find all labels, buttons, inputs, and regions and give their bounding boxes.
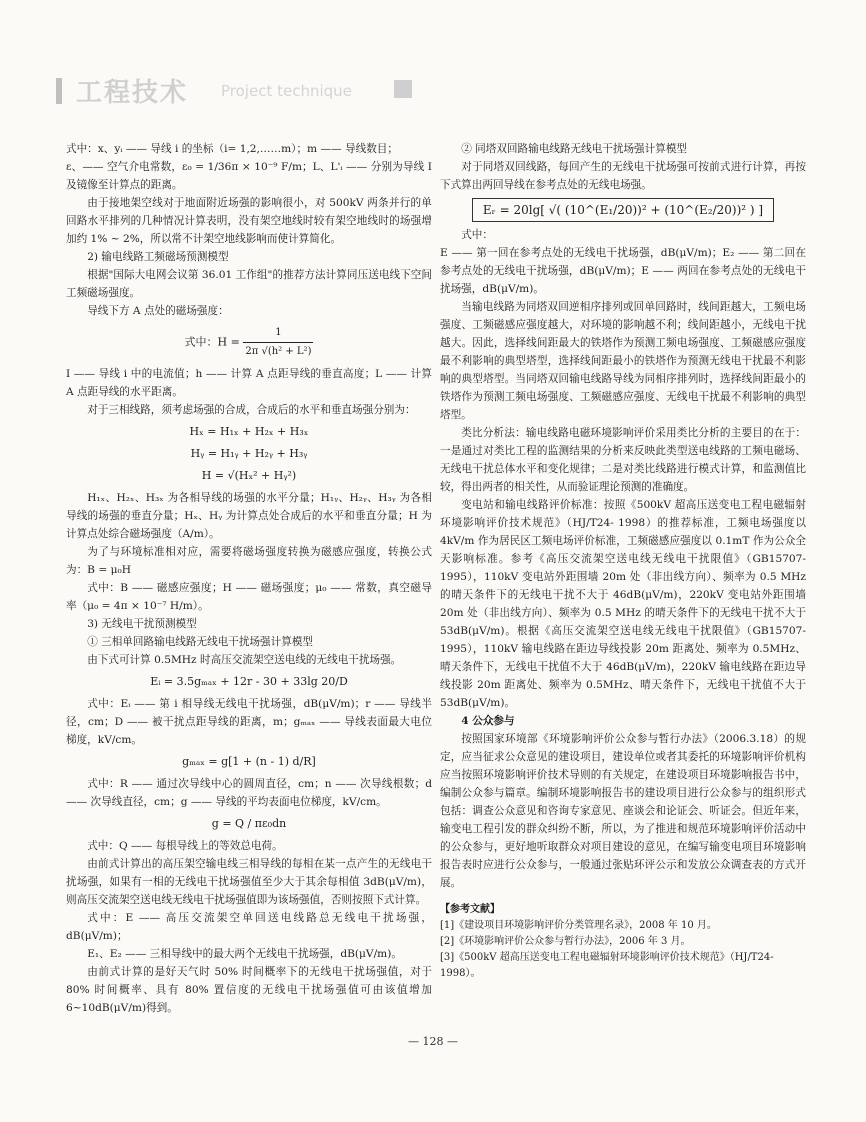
- section-heading: ② 同塔双回路输电线路无线电干扰场强计算模型: [461, 143, 688, 155]
- equation-fraction: [243, 324, 313, 361]
- paragraph: 由下式可计算 0.5MHz 时高压交流架空送电线的无线电干扰场强。: [87, 654, 402, 666]
- paragraph: 式中：: [461, 229, 493, 241]
- section-heading: 3) 无线电干扰预测模型: [87, 618, 197, 630]
- equation-double-circuit: [440, 198, 806, 222]
- equation: H = √(Hₓ² + Hᵧ²): [201, 469, 297, 482]
- header-title-en: Project technique: [221, 82, 352, 100]
- section-heading: 2) 输电线路工频磁场预测模型: [87, 251, 229, 263]
- page-number: — 128 —: [408, 1035, 458, 1048]
- equation-box: Eᵣ = 20lg[ √( (10^(E₁/20))² + (10^(E₂/20))² ) ]: [472, 198, 774, 222]
- equation-numerator: 1: [243, 324, 313, 343]
- paragraph: 由于接地架空线对于地面附近场强的影响很小，对 500kV 两条并行的单回路水平排列的几种情况计算表明，没有架空地线时较有架空地线时的场强增加约 1% ~ 2%，所以常不计架空地线影响而使计算简化。: [66, 197, 432, 245]
- equation: Hₓ = H₁ₓ + H₂ₓ + H₃ₓ: [189, 425, 309, 438]
- reference-item: [1]《建设项目环境影响评价分类管理名录》，2008 年 10 月。: [440, 920, 717, 931]
- references-title: 【参考文献】: [440, 904, 500, 915]
- paragraph: 式中：E —— 高压交流架空单回送电线路总无线电干扰场强，dB(μV/m)；: [66, 912, 432, 942]
- equation: Eᵢ = 3.5gₘₐₓ + 12r - 30 + 33lg 20/D: [150, 675, 348, 688]
- equation-lhs: 式中：H =: [184, 335, 240, 349]
- paragraph: 式中：Eᵢ —— 第 i 相导线无线电干扰场强，dB(μV/m)；r —— 导线半径，cm；D —— 被干扰点距导线的距离，m；gₘₐₓ —— 导线表面最大电位梯度，kV/cm。: [66, 698, 432, 746]
- paragraph: 式中：R —— 通过次导线中心的圆周直径，cm；n —— 次导线根数；d —— 次导线直径，cm；g —— 导线的平均表面电位梯度，kV/cm。: [66, 778, 432, 808]
- right-column: [440, 140, 806, 982]
- reference-item: [3]《500kV 超高压送变电工程电磁辐射环境影响评价技术规范》（HJ/T24- 1998）。: [440, 952, 774, 979]
- header-title-cn: 工程技术: [76, 78, 189, 108]
- left-column: [66, 140, 432, 1017]
- paragraph: ε、—— 空气介电常数，ε₀ = 1/36π × 10⁻⁹ F/m；L、L'ᵢ —— 分别为导线 I 及镜像至计算点的距离。: [66, 161, 432, 191]
- paragraph: E —— 第一回在参考点处的无线电干扰场强，dB(μV/m)；E₂ —— 第二回在参考点处的无线电干扰场强，dB(μV/m)；E —— 两回在参考点处的无线电干扰场强，dB(μV/m)。: [440, 247, 806, 295]
- paragraph: 式中：B —— 磁感应强度；H —— 磁场强度；μ₀ —— 常数，真空磁导率（μ₀ = 4π × 10⁻⁷ H/m）。: [66, 582, 432, 612]
- paragraph: 类比分析法：输电线路电磁环境影响评价采用类比分析的主要目的在于：一是通过对类比工程的监测结果的分析来反映此类型送电线路的工频电磁场、无线电干扰总体水平和变化规律；二是对类比线路进行模式计算，和监测值比较，得出两者的相关性，从而验证理论预测的准确度。: [440, 427, 806, 493]
- equation: g = Q / πε₀dn: [211, 817, 287, 830]
- paragraph: 式中：Q —— 每根导线上的等效总电荷。: [87, 840, 283, 852]
- paragraph: 变电站和输电线路评价标准：按照《500kV 超高压送变电工程电磁辐射环境影响评价技术规范》（HJ/T24- 1998）的推荐标准，工频电场强度以 4kV/m 作为居民区工频电场评价标准，工频磁感应强度以 0.1mT 作为公众全天影响标准。参考《高压交流架空送电线无线电干扰限值》（GB15707- 1995），110kV 变电站外距围墙 20m 处（非出线方向）、频率为 0.5 MHz 的晴天条件下的无线电干扰不大于 46dB(μV/m)，220kV 变电站外距围墙 20m 处（非出线方向）、频率为 0.5 MHz 的晴天条件下的无线电干扰不大于 53dB(μV/m)。根据《高压交流架空送电线无线电干扰限值》（GB15707- 1995），110kV 输电线路在距边导线投影 20m 距离处、频率为 0.5MHz、晴天条件下，无线电干扰值不大于 46dB(μV/m)，220kV 输电线路在距边导线投影 20m 距离处、频率为 0.5MHz、晴天条件下，无线电干扰值不大于 53dB(μV/m)。: [440, 499, 806, 709]
- paragraph: 由前式计算的是好天气时 50% 时间概率下的无线电干扰场强值，对于 80% 时间概率、具有 80% 置信度的无线电干扰场强值可由该值增加 6~10dB(μV/m)得到。: [66, 966, 432, 1014]
- equation-magnetic-field: [66, 324, 432, 361]
- paragraph: H₁ₓ、H₂ₓ、H₃ₓ 为各相导线的场强的水平分量；H₁ᵧ、H₂ᵧ、H₃ᵧ 为各相导线的场强的垂直分量；Hₓ、Hᵧ 为计算点处合成后的水平和垂直分量；H 为计算点处综合磁场强度（A/m）。: [66, 492, 432, 540]
- header-bar-decoration: [56, 78, 62, 104]
- references: [440, 902, 806, 982]
- paragraph: 对于同塔双回线路，每回产生的无线电干扰场强可按前式进行计算，再按下式算出两回导线在参考点处的无线电场强。: [440, 161, 806, 191]
- equation: Hᵧ = H₁ᵧ + H₂ᵧ + H₃ᵧ: [190, 447, 308, 460]
- equation: gₘₐₓ = g[1 + (n - 1) d/R]: [182, 755, 316, 768]
- paragraph: 式中：x、yᵢ —— 导线 i 的坐标（i= 1,2,……m）；m —— 导线数目；: [66, 143, 398, 155]
- reference-item: [2]《环境影响评价公众参与暂行办法》，2006 年 3 月。: [440, 936, 691, 947]
- page-header: [56, 70, 416, 110]
- paragraph: 导线下方 A 点处的磁场强度：: [87, 305, 229, 317]
- paragraph: 为了与环境标准相对应，需要将磁场强度转换为磁感应强度，转换公式为：B = μ₀H: [66, 546, 432, 576]
- paragraph: E₁、E₂ —— 三相导线中的最大两个无线电干扰场强，dB(μV/m)。: [87, 948, 402, 960]
- equation-denominator: 2π √(h² + L²): [245, 346, 312, 357]
- paragraph: 根据"国际大电网会议第 36.01 工作组"的推荐方法计算同压送电线下空间工频磁场强度。: [66, 269, 432, 299]
- section-heading: 4 公众参与: [461, 715, 515, 727]
- paragraph: 由前式计算出的高压架空输电线三相导线的每相在某一点产生的无线电干扰场强，如果有一相的无线电干扰场强值至少大于其余每相值 3dB(μV/m)，则高压交流架空送电线无线电干扰场强值即为该场强值，否则按照下式计算。: [66, 858, 432, 906]
- paragraph: 对于三相线路，须考虑场强的合成，合成后的水平和垂直场强分别为：: [87, 404, 416, 416]
- paragraph: 按照国家环境部《环境影响评价公众参与暂行办法》（2006.3.18）的规定，应当征求公众意见的建设项目，建设单位或者其委托的环境影响评价机构应当按照环境影响评价技术导则的有关规定，在建设项目环境影响报告书中，编制公众参与篇章。编制环境影响报告书的建设项目进行公众参与的组织形式包括：调查公众意见和咨询专家意见、座谈会和论证会、听证会。但近年来，输变电工程引发的群众纠纷不断，所以，为了推进和规范环境影响评价活动中的公众参与，更好地听取群众对项目建设的意见，在编写输变电项目环境影响报告表时应进行公众参与，一般通过张贴环评公示和发放公众调查表的方式开展。: [440, 733, 806, 889]
- header-square-decoration: [394, 80, 412, 98]
- paragraph: 当输电线路为同塔双回逆相序排列或回单回路时，线间距越大，工频电场强度、工频磁感应强度越大，对环境的影响越不利；线间距越小，无线电干扰越大。因此，选择线间距最大的铁塔作为预测工频电场强度、工频磁感应强度最不利影响的典型塔型，选择线间距最小的铁塔作为预测无线电干扰最不利影响的典型塔型。当同塔双回输电线路导线为同相序排列时，选择线间距最小的铁塔作为预测工频电场强度、工频磁感应强度、无线电干扰最不利影响的典型塔型。: [440, 301, 806, 421]
- paragraph: I —— 导线 i 中的电流值；h —— 计算 A 点距导线的垂直高度；L —— 计算 A 点距导线的水平距离。: [66, 368, 432, 398]
- section-heading: ① 三相单回路输电线路无线电干扰场强计算模型: [87, 636, 314, 648]
